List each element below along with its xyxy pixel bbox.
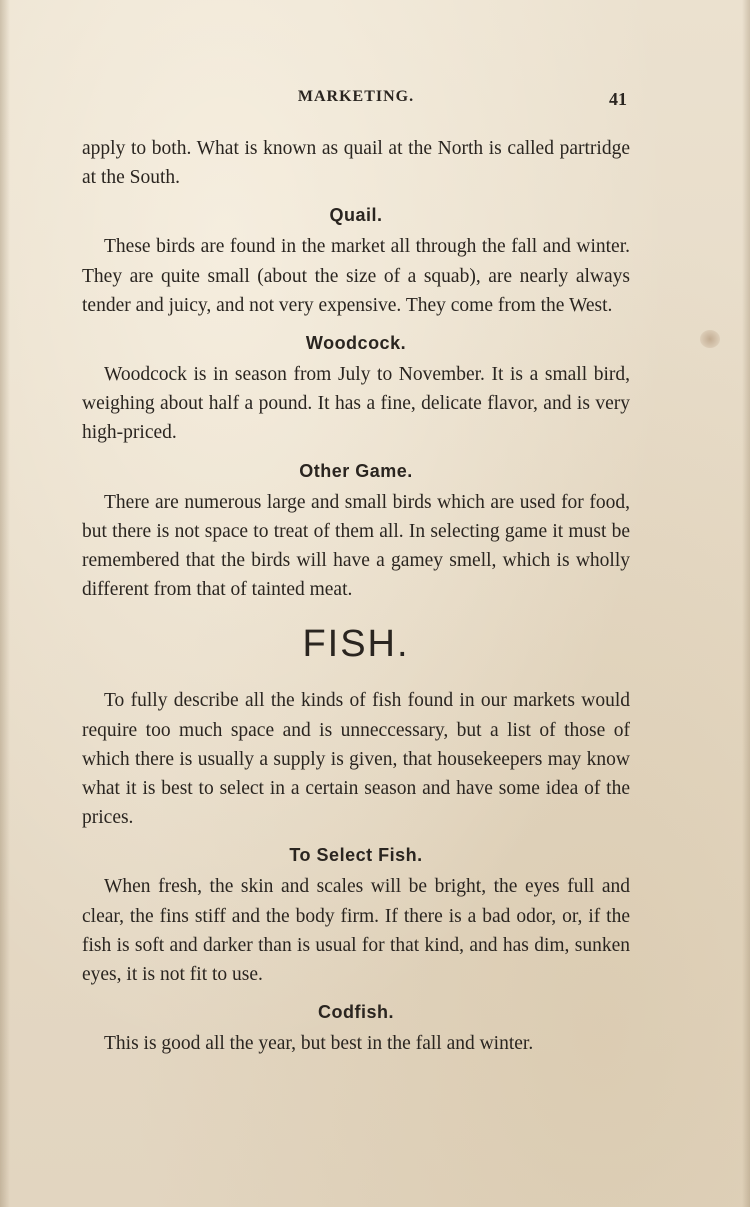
heading-codfish: Codfish. — [318, 1002, 394, 1023]
paragraph-woodcock: Woodcock is in season from July to November. It is a small bird, weighing about half a pound. It has a fine, delicate flavor, and is very high-priced. — [82, 364, 630, 444]
paragraph-select-fish: When fresh, the skin and scales will be bright, the eyes full and clear, the fins stiff and the body firm. If there is a bad odor, or, if the fish is soft and darker than is usual for that kind, and has dim, sunken eyes, it is not fit to use. — [82, 876, 630, 986]
heading-select-fish: To Select Fish. — [289, 845, 423, 866]
paragraph-fish: To fully describe all the kinds of fish found in our markets would require too much space and is unneccessary, but a list of those of which there is usually a supply is given, that housekeepers may know what it is best to select in a certain season and have some idea of the prices. — [82, 690, 630, 829]
paper-stain — [700, 330, 720, 348]
intro-paragraph: apply to both. What is known as quail at the North is called partridge at the South. — [82, 138, 630, 189]
paragraph-quail: These birds are found in the market all through the fall and winter. They are quite small (about the size of a squab), are nearly always tender and juicy, and not very expensive. They come from the West. — [82, 236, 630, 316]
paragraph-other-game: There are numerous large and small birds which are used for food, but there is not space to treat of them all. In selecting game it must be remembered that the birds will have a gamey smell, which is wholly different from that of tainted meat. — [82, 491, 630, 601]
running-head: MARKETING. — [297, 88, 415, 105]
page-body — [82, 134, 630, 1058]
page-number: 41 — [609, 89, 627, 109]
heading-quail: Quail. — [329, 205, 383, 226]
chapter-title-fish: FISH. — [302, 623, 410, 666]
heading-other-game: Other Game. — [299, 460, 413, 481]
page-header — [82, 86, 630, 112]
paragraph-codfish: This is good all the year, but best in the fall and winter. — [104, 1033, 534, 1055]
heading-woodcock: Woodcock. — [305, 333, 407, 354]
